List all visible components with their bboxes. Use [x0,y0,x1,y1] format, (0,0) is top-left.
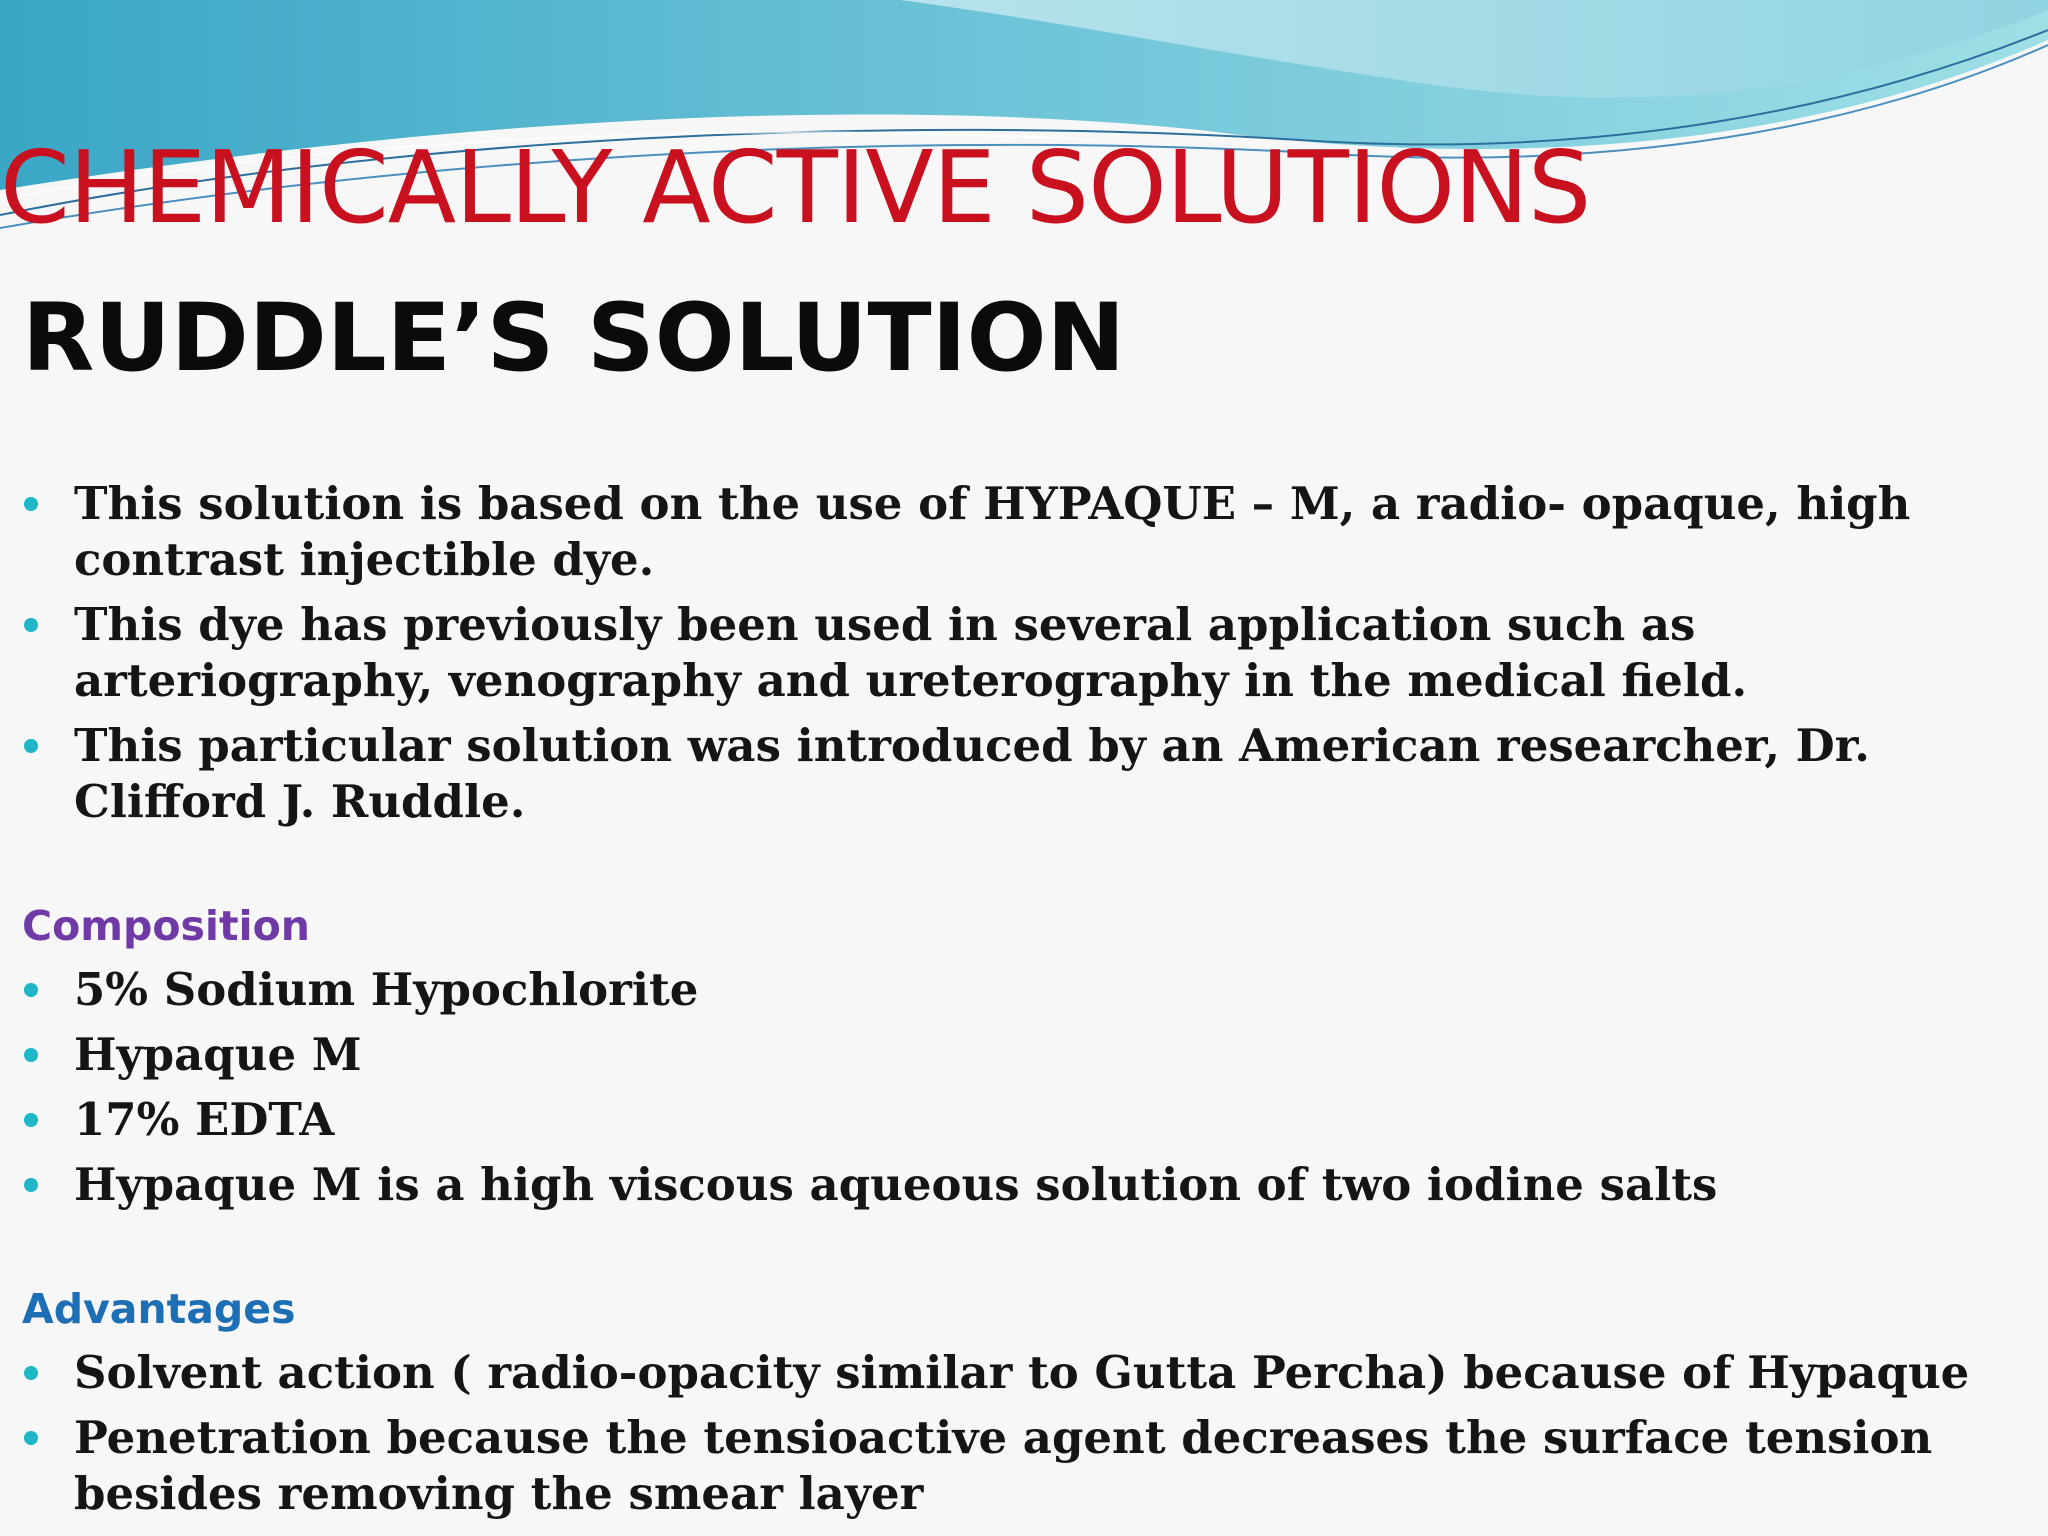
composition-list [22,962,2022,1213]
slide-subtitle: RUDDLE’S SOLUTION [22,284,1126,393]
list-item: This solution is based on the use of HYPAQUE – M, a radio- opaque, high contrast injectible dye. [22,476,2022,588]
slide-title: CHEMICALLY ACTIVE SOLUTIONS [0,129,1591,246]
list-item: This particular solution was introduced by an American researcher, Dr. Clifford J. Ruddle. [22,718,2022,830]
intro-list [22,476,2022,830]
list-item: Hypaque M [22,1027,2022,1083]
slide-body [22,476,2022,1531]
list-item: Solvent action ( radio-opacity similar to Gutta Percha) because of Hypaque [22,1345,2022,1401]
advantages-heading: Advantages [22,1285,296,1333]
list-item: Hypaque M is a high viscous aqueous solution of two iodine salts [22,1157,2022,1213]
list-item: 17% EDTA [22,1092,2022,1148]
list-item: 5% Sodium Hypochlorite [22,962,2022,1018]
list-item: Penetration because the tensioactive agent decreases the surface tension besides removing the smear layer [22,1410,2022,1522]
advantages-list [22,1345,2022,1522]
list-item: This dye has previously been used in several application such as arteriography, venography and ureterography in the medical field. [22,597,2022,709]
composition-heading: Composition [22,902,310,950]
